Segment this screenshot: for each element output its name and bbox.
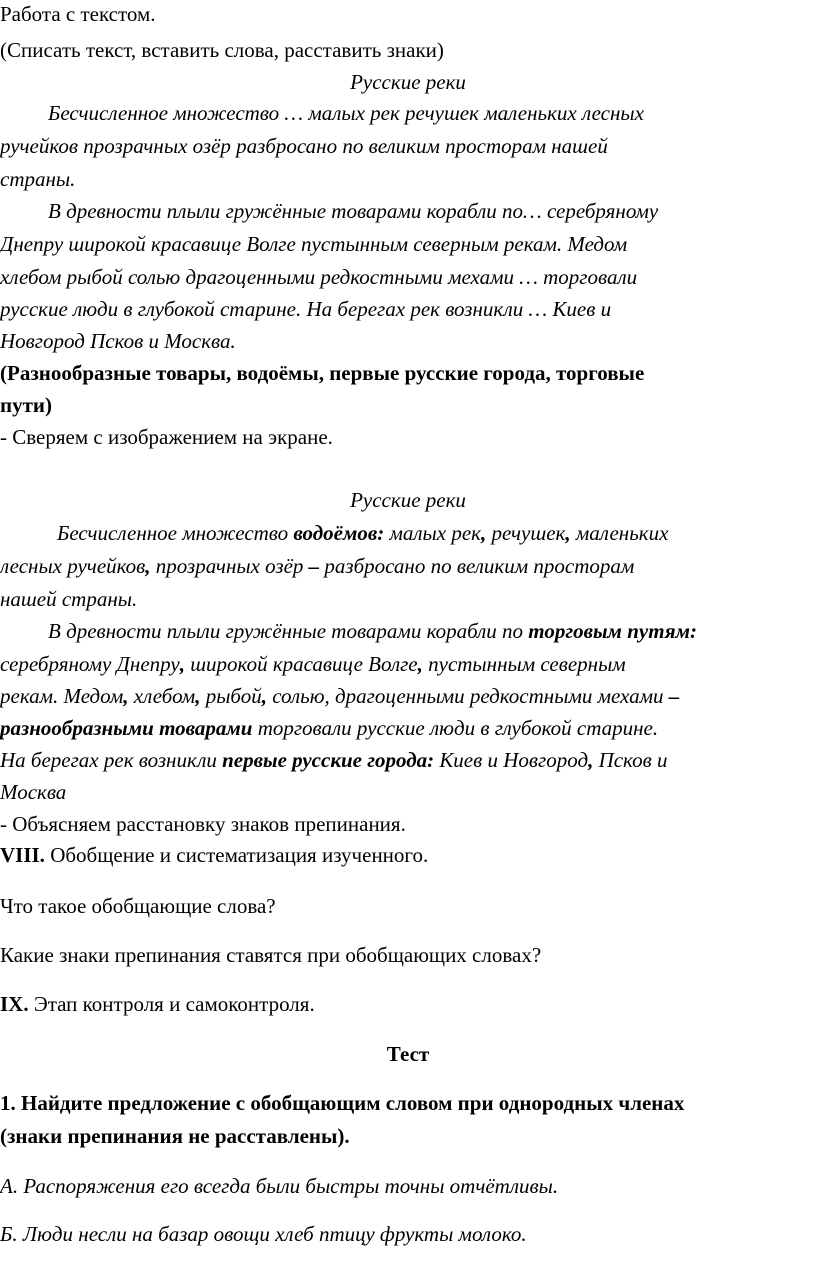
test-option-a: А. Распоряжения его всегда были быстры точны отчётливы. [0,1174,559,1198]
exercise-p1-line3: страны. [0,167,76,191]
answer-line1: Бесчисленное множество водоёмов: малых рек, речушек, маленьких [57,521,669,545]
answer-line8: На берегах рек возникли первые русские города: Киев и Новгород, Псков и [0,748,668,772]
test-option-b: Б. Люди несли на базар овощи хлеб птицу фрукты молоко. [0,1222,527,1246]
question-generalizing-words: Что такое обобщающие слова? [0,894,276,918]
answer-line7: разнообразными товарами торговали русские люди в глубокой старине. [0,716,659,740]
answer-line3: нашей страны. [0,587,138,611]
exercise-p2-line5: Новгород Псков и Москва. [0,329,236,353]
exercise-p2-line4: русские люди в глубокой старине. На берегах рек возникли … Киев и [0,297,612,321]
exercise-p2-line3: хлебом рыбой солью драгоценными редкостными мехами … торговали [0,265,638,289]
punctuation-note: - Объясняем расстановку знаков препинания. [0,812,406,836]
exercise-p1-line2: ручейков прозрачных озёр разбросано по великим просторам нашей [0,134,608,158]
check-note: - Сверяем с изображением на экране. [0,425,333,449]
exercise-instruction: (Списать текст, вставить слова, расставить знаки) [0,38,444,62]
section-8-heading: VIII. Обобщение и систематизация изученного. [0,843,429,867]
document-title: Работа с текстом. [0,2,156,26]
word-bank-line2: пути) [0,393,53,417]
exercise-p2-line2: Днепру широкой красавице Волге пустынным северным рекам. Медом [0,232,628,256]
exercise-heading: Русские реки [350,70,466,94]
answer-line5: серебряному Днепру, широкой красавице Волге, пустынным северным [0,652,626,676]
test-heading: Тест [386,1042,430,1066]
exercise-p1-line1: Бесчисленное множество … малых рек речушек маленьких лесных [48,101,644,125]
answer-heading: Русские реки [350,488,466,512]
exercise-p2-line1: В древности плыли гружённые товарами корабли по… серебряному [48,199,659,223]
test-question-line2: (знаки препинания не расставлены). [0,1124,350,1148]
test-question-line1: 1. Найдите предложение с обобщающим словом при однородных членах [0,1091,685,1115]
answer-line9: Москва [0,780,67,804]
answer-line6: рекам. Медом, хлебом, рыбой, солью, драгоценными редкостными мехами – [0,684,680,708]
answer-line2: лесных ручейков, прозрачных озёр – разбросано по великим просторам [0,554,635,578]
word-bank-line1: (Разнообразные товары, водоёмы, первые русские города, торговые [0,361,645,385]
answer-line4: В древности плыли гружённые товарами корабли по торговым путям: [48,619,697,643]
question-punctuation: Какие знаки препинания ставятся при обобщающих словах? [0,943,542,967]
section-9-heading: IX. Этап контроля и самоконтроля. [0,992,315,1016]
